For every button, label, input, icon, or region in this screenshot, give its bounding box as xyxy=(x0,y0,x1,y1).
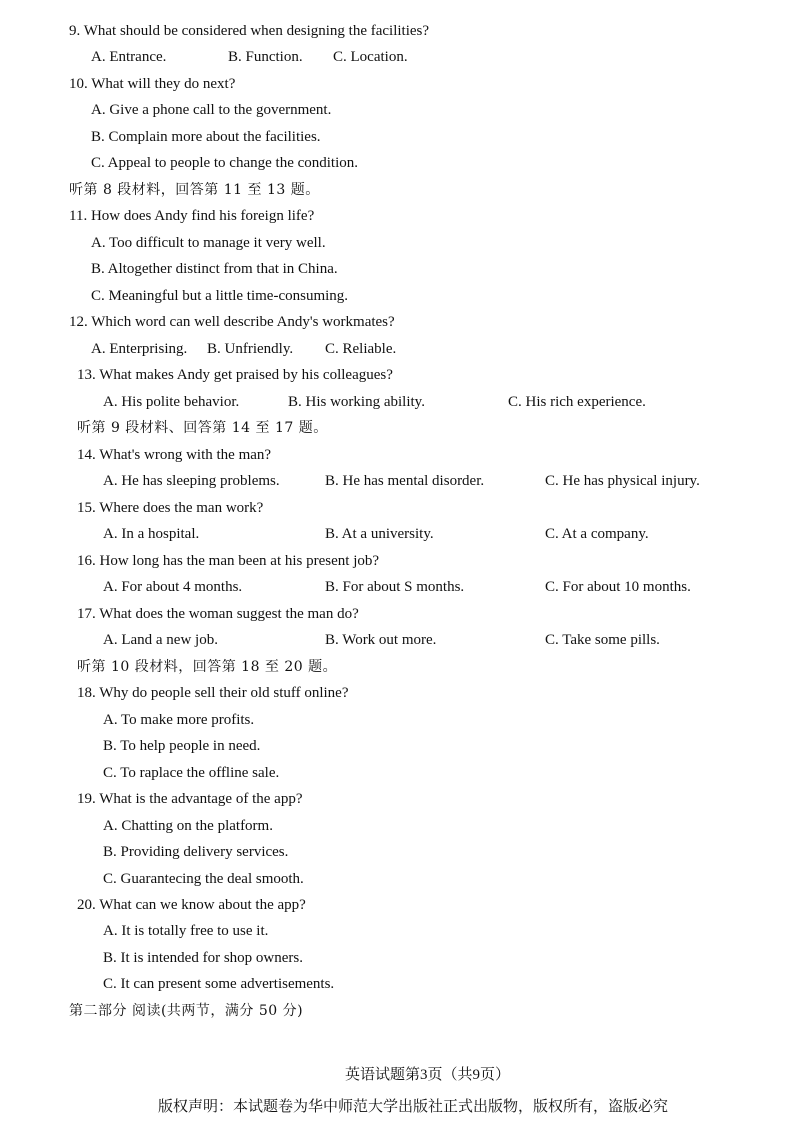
option-a: A. In a hospital. xyxy=(103,526,200,542)
copyright-notice: 版权声明：本试题卷为华中师范大学出版社正式出版物，版权所有，盗版必究 xyxy=(158,1099,669,1115)
option-a: A. Enterprising. xyxy=(91,341,188,357)
option-b: B. Providing delivery services. xyxy=(103,844,289,860)
option-b: B. He has mental disorder. xyxy=(325,473,485,489)
option-b: B. Complain more about the facilities. xyxy=(91,129,321,145)
question-18: 18. Why do people sell their old stuff online? xyxy=(77,685,349,701)
question-12: 12. Which word can well describe Andy's workmates? xyxy=(69,314,395,330)
section-heading-10: 听第 10 段材料，回答第 18 至 20 题。 xyxy=(77,659,338,675)
question-16: 16. How long has the man been at his present job? xyxy=(77,553,380,569)
page-number: 英语试题第3页（共9页） xyxy=(345,1067,511,1083)
question-11: 11. How does Andy find his foreign life? xyxy=(69,208,315,224)
question-10: 10. What will they do next? xyxy=(69,76,236,92)
option-a: A. Land a new job. xyxy=(103,632,218,648)
option-b: B. For about S months. xyxy=(325,579,465,595)
option-b: B. It is intended for shop owners. xyxy=(103,950,303,966)
option-a: A. Entrance. xyxy=(91,49,167,65)
option-c: C. Meaningful but a little time-consuming. xyxy=(91,288,349,304)
option-a: A. He has sleeping problems. xyxy=(103,473,280,489)
option-c: C. He has physical injury. xyxy=(545,473,700,489)
option-c: C. Guarantecing the deal smooth. xyxy=(103,871,304,887)
option-a: A. His polite behavior. xyxy=(103,394,240,410)
option-b: B. Altogether distinct from that in China. xyxy=(91,261,338,277)
option-c: C. His rich experience. xyxy=(508,394,646,410)
option-c: C. To raplace the offline sale. xyxy=(103,765,280,781)
question-19: 19. What is the advantage of the app? xyxy=(77,791,303,807)
option-c: C. Take some pills. xyxy=(545,632,660,648)
option-b: B. At a university. xyxy=(325,526,434,542)
question-9: 9. What should be considered when designing the facilities? xyxy=(69,23,430,39)
option-c: C. Appeal to people to change the condition. xyxy=(91,155,359,171)
option-b: B. Function. xyxy=(228,49,303,65)
option-b: B. To help people in need. xyxy=(103,738,261,754)
option-b: B. Work out more. xyxy=(325,632,437,648)
option-c: C. For about 10 months. xyxy=(545,579,691,595)
section-heading-8: 听第 8 段材料，回答第 11 至 13 题。 xyxy=(69,182,320,198)
option-a: A. To make more profits. xyxy=(103,712,255,728)
option-a: A. For about 4 months. xyxy=(103,579,243,595)
question-20: 20. What can we know about the app? xyxy=(77,897,306,913)
section-heading-9: 听第 9 段材料、回答第 14 至 17 题。 xyxy=(77,420,328,436)
option-c: C. At a company. xyxy=(545,526,649,542)
option-b: B. His working ability. xyxy=(288,394,425,410)
question-13: 13. What makes Andy get praised by his colleagues? xyxy=(77,367,393,383)
option-a: A. Chatting on the platform. xyxy=(103,818,273,834)
question-15: 15. Where does the man work? xyxy=(77,500,264,516)
option-c: C. Location. xyxy=(333,49,408,65)
option-c: C. It can present some advertisements. xyxy=(103,976,335,992)
question-14: 14. What's wrong with the man? xyxy=(77,447,272,463)
question-17: 17. What does the woman suggest the man do? xyxy=(77,606,359,622)
option-a: A. Give a phone call to the government. xyxy=(91,102,332,118)
part-two-heading: 第二部分 阅读(共两节，满分 50 分) xyxy=(69,1003,304,1019)
option-b: B. Unfriendly. xyxy=(207,341,294,357)
option-a: A. Too difficult to manage it very well. xyxy=(91,235,326,251)
option-c: C. Reliable. xyxy=(325,341,397,357)
option-a: A. It is totally free to use it. xyxy=(103,923,269,939)
